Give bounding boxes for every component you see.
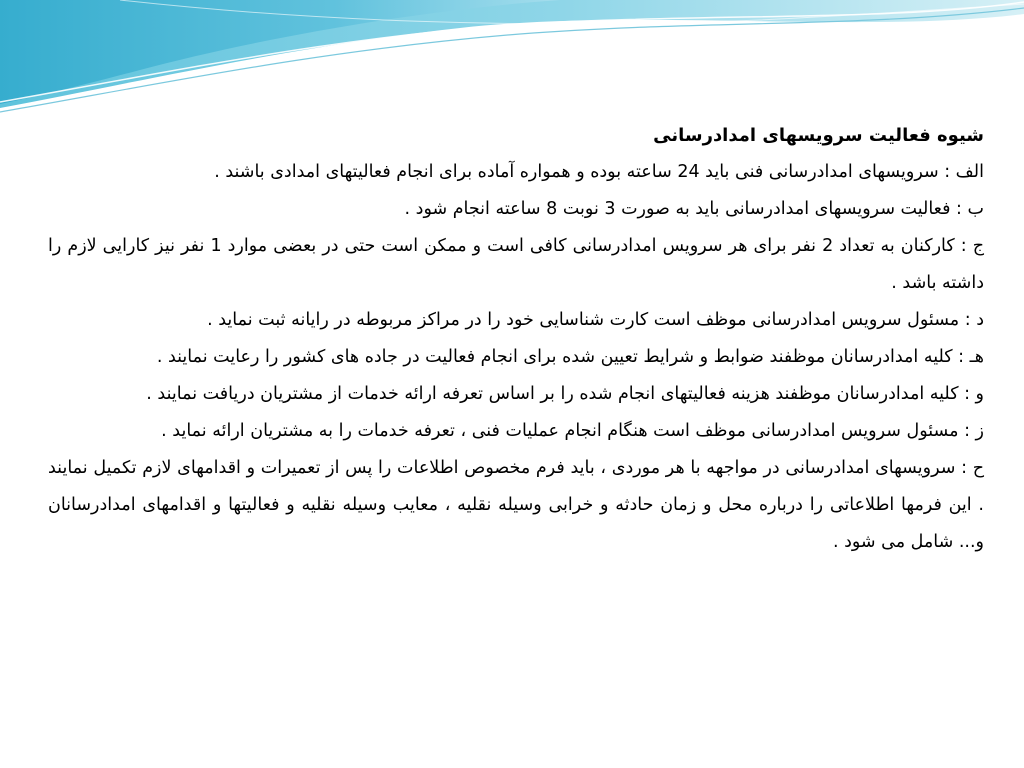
paragraph-vav: و : کلیه امدادرسانان موظفند هزینه فعالیتهای انجام شده را بر اساس تعرفه ارائه خدمات از مشتریان دریافت نمایند . bbox=[146, 384, 984, 404]
slide-title: شیوه فعالیت سرویسهای امدادرسانی bbox=[653, 125, 984, 146]
paragraph-he: هـ : کلیه امدادرسانان موظفند ضوابط و شرایط تعیین شده برای انجام فعالیت در جاده های کشور را رعایت نمایند . bbox=[156, 347, 984, 367]
paragraph-jim: ج : کارکنان به تعداد 2 نفر برای هر سرویس امدادرسانی کافی است و ممکن است حتی در بعضی موارد 1 نفر نیز کارایی لازم را داشته باشد . bbox=[48, 236, 984, 293]
paragraph-alef: الف : سرویسهای امدادرسانی فنی باید 24 ساعته بوده و همواره آماده برای انجام فعالیتهای امدادی باشند . bbox=[214, 162, 984, 182]
paragraph-dal: د : مسئول سرویس امدادرسانی موظف است کارت شناسایی خود را در مراکز مربوطه در رایانه ثبت نماید . bbox=[207, 310, 984, 330]
paragraph-he-jimi: ح : سرویسهای امدادرسانی در مواجهه با هر موردی ، باید فرم مخصوص اطلاعات را پس از تعمیرات و اقدامهای لازم تکمیل نمایند . این فرمها اطلاعاتی را درباره محل و زمان حادثه و خرابی وسیله نقلیه ، معایب وسیله نقلیه و فعالیتها و اقدامهای امدادرسانان و... شامل می شود . bbox=[48, 458, 984, 552]
decorative-wave-header bbox=[0, 0, 1024, 120]
slide-body bbox=[48, 118, 984, 561]
paragraph-be: ب : فعالیت سرویسهای امدادرسانی باید به صورت 3 نوبت 8 ساعته انجام شود . bbox=[404, 199, 984, 219]
paragraph-ze: ز : مسئول سرویس امدادرسانی موظف است هنگام انجام عملیات فنی ، تعرفه خدمات را به مشتریان ارائه نماید . bbox=[161, 421, 984, 441]
